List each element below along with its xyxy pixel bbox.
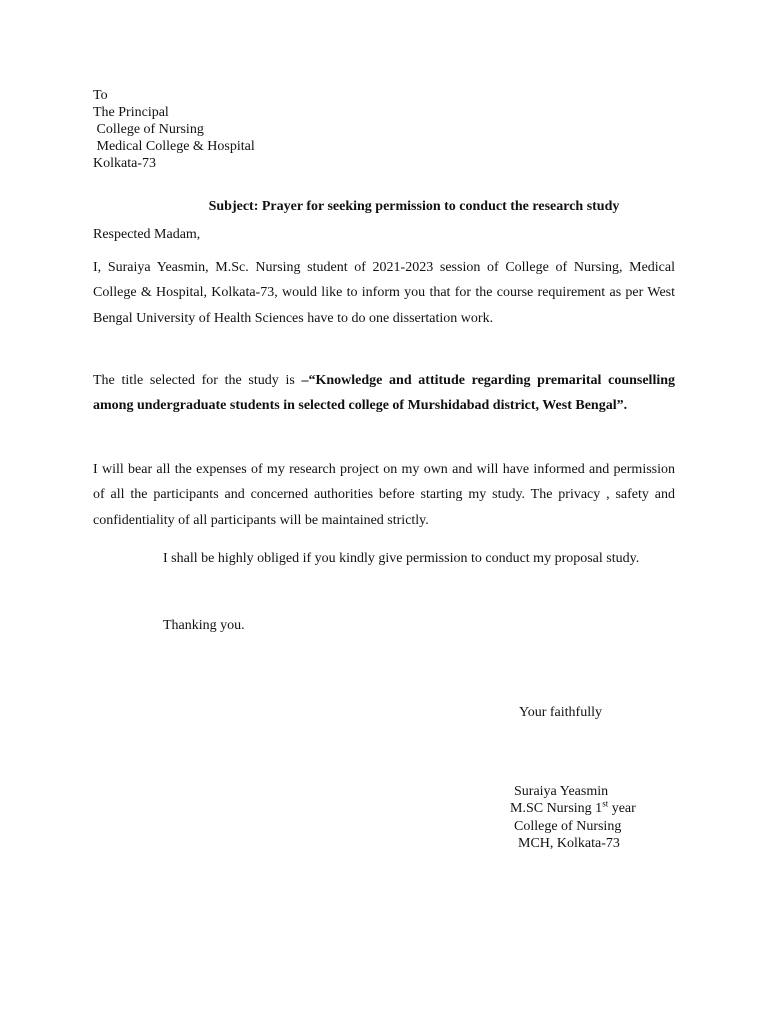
letter-subject: Subject: Prayer for seeking permission to conduct the research study [208,199,620,214]
recipient-hospital: Medical College & Hospital [93,139,255,154]
closing-line: Your faithfully [519,705,602,720]
recipient-title: The Principal [93,105,169,120]
paragraph-request: I shall be highly obliged if you kindly give permission to conduct my proposal study. [163,551,640,566]
signature-location: MCH, Kolkata-73 [518,836,620,851]
study-title: –“Knowledge and attitude regarding premarital counselling among undergraduate students in selected college of Murshidabad district, West Bengal”. [93,373,676,414]
signature-course [510,800,636,818]
signature-course-suffix: year [608,801,636,816]
paragraph-expenses: I will bear all the expenses of my research project on my own and will have informed and permission of all the participants and concerned authorities before starting my study. The privacy , safety and confidentiality of all participants will be maintained strictly. [93,462,675,528]
paragraph-study-title [93,368,675,419]
recipient-institution: College of Nursing [93,122,204,137]
signature-college: College of Nursing [514,819,622,834]
study-title-lead: The title selected for the study is [93,373,302,388]
signature-course-prefix: M.SC Nursing 1 [510,801,603,816]
recipient-to: To [93,88,108,103]
salutation: Respected Madam, [93,227,201,242]
paragraph-introduction: I, Suraiya Yeasmin, M.Sc. Nursing student of 2021-2023 session of College of Nursing, Medical College & Hospital, Kolkata-73, would like to inform you that for the course requirement as per West Bengal University of Health Sciences have to do one dissertation work. [93,260,675,326]
signature-course-ordinal: st [602,798,609,809]
thanks-line: Thanking you. [163,618,245,633]
recipient-city: Kolkata-73 [93,156,156,171]
signature-name: Suraiya Yeasmin [514,784,609,799]
